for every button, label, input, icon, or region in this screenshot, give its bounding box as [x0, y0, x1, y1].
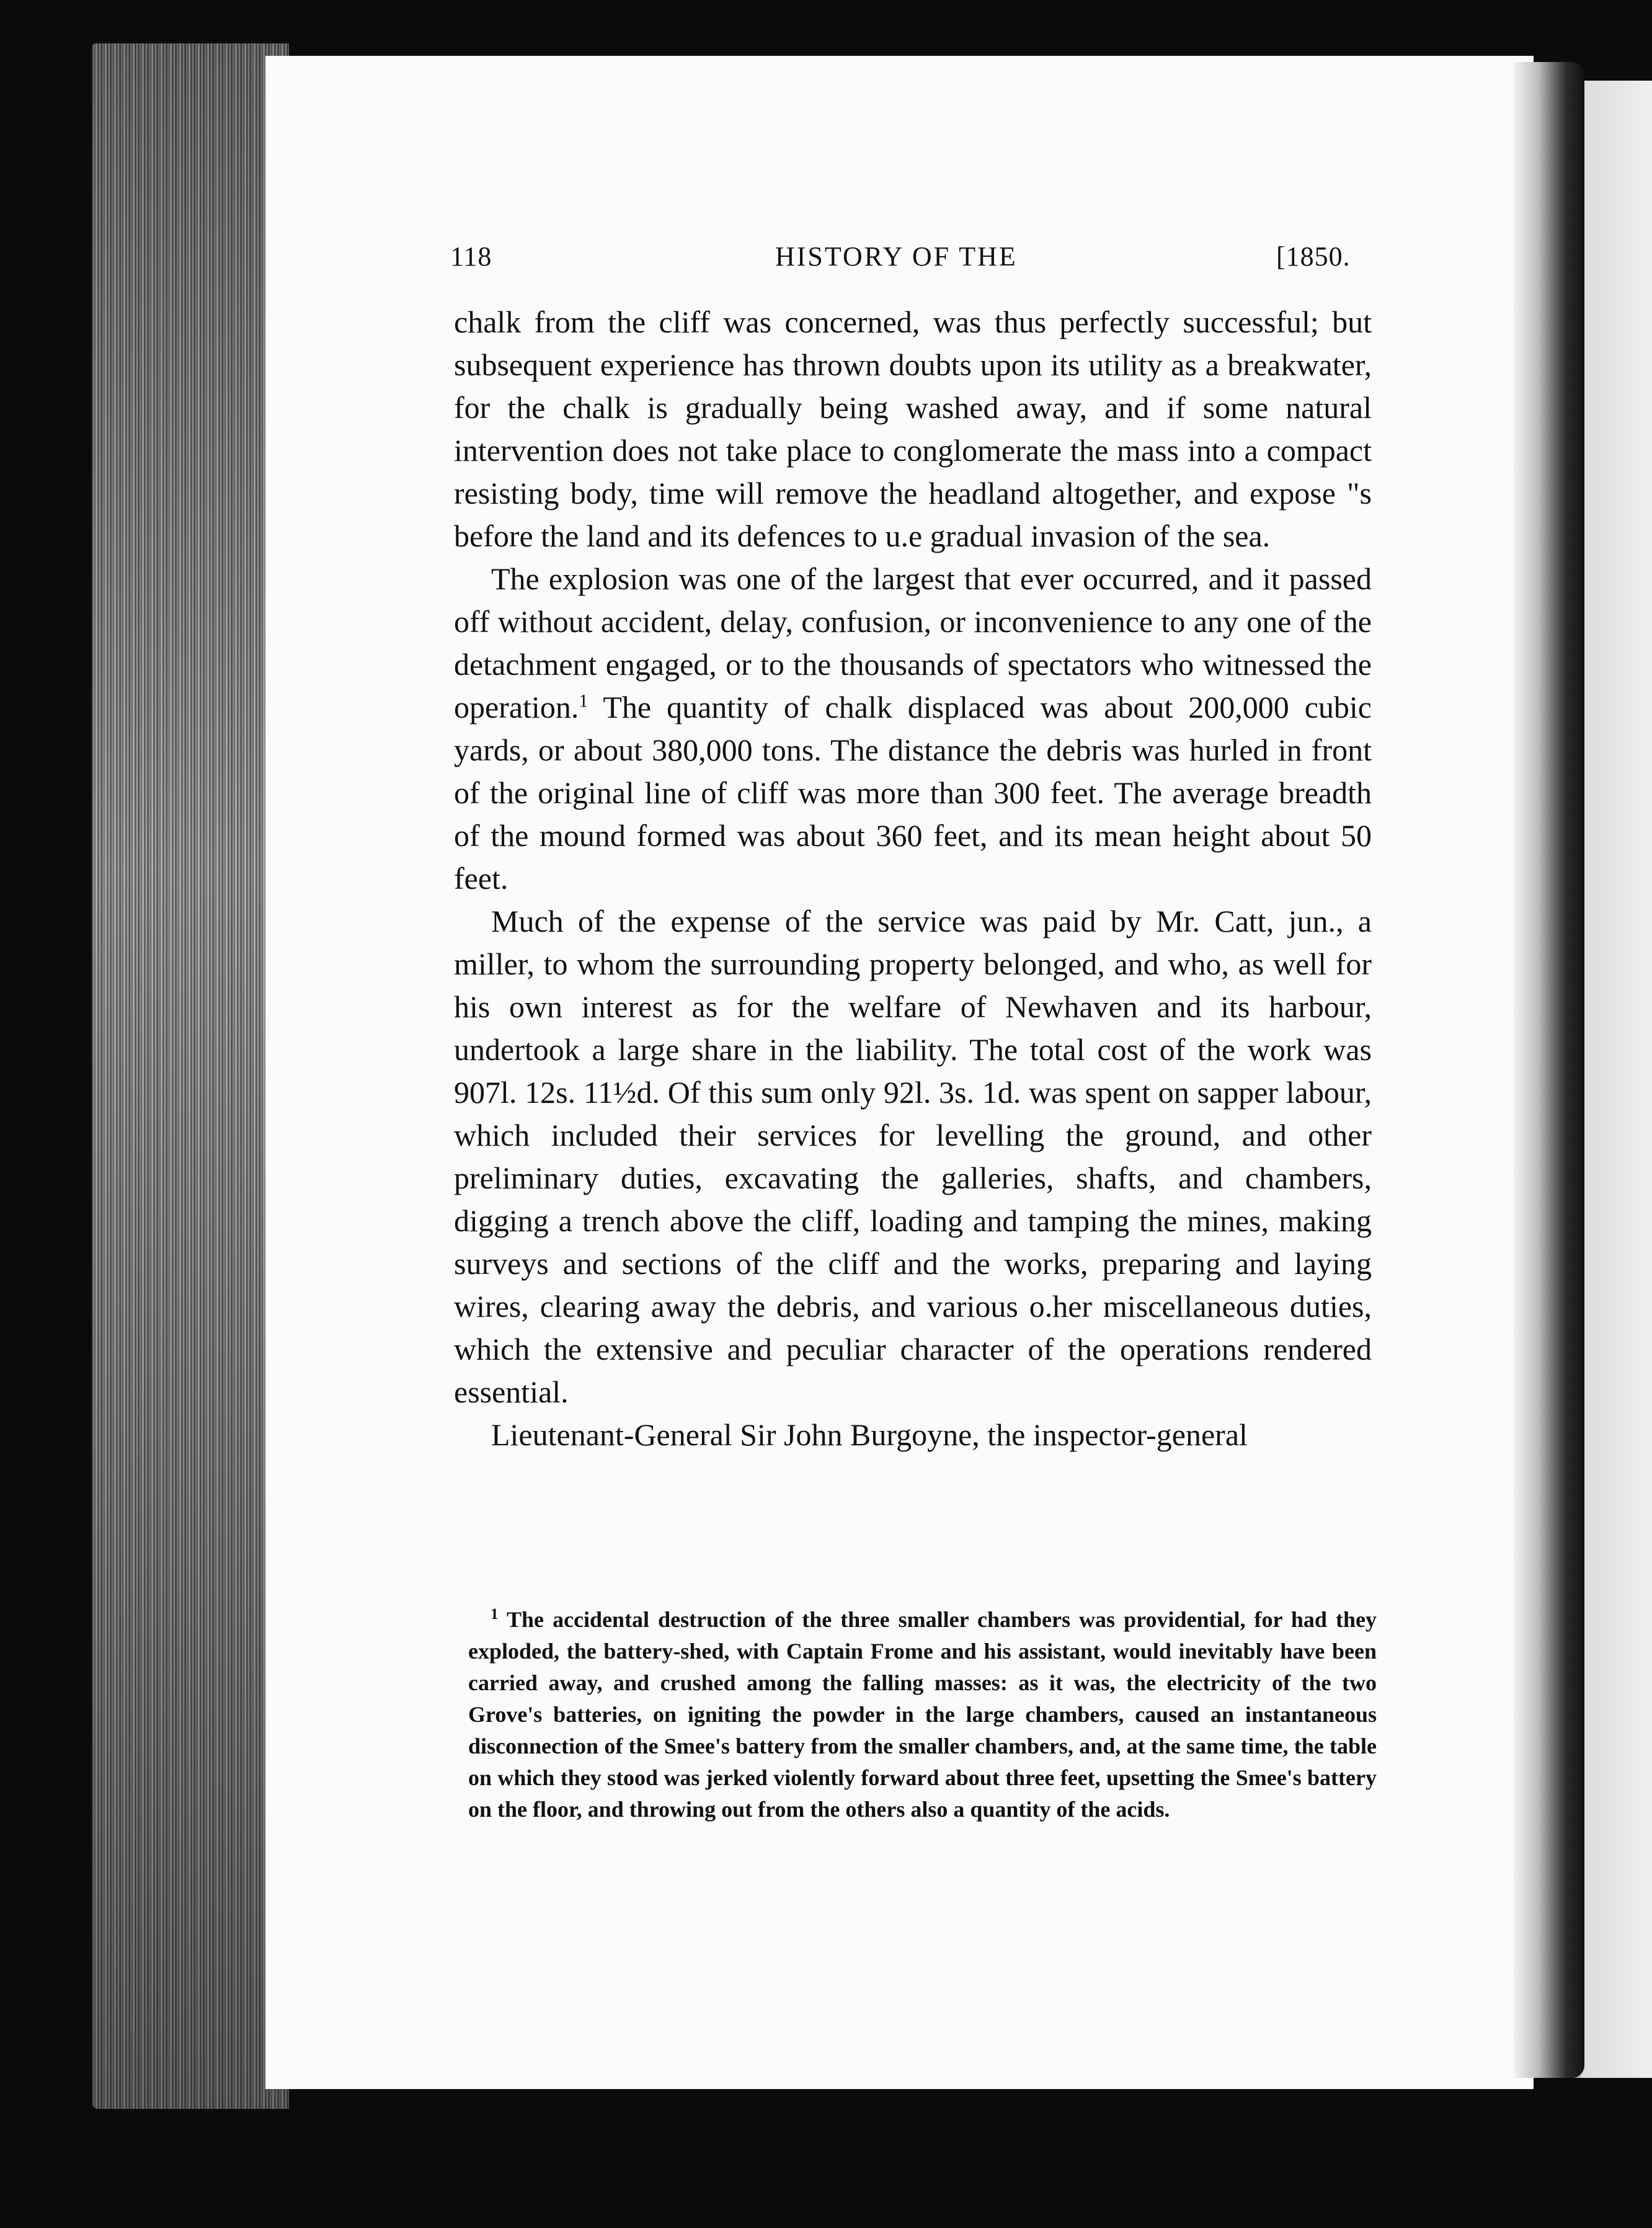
- paragraph: Much of the expense of the service was paid by Mr. Catt, jun., a miller, to whom the surrounding property belonged, and who, as well for his own interest as for the welfare of Newhaven and its harbour, undertook a large share in the liability. The total cost of the work was 907l. 12s. 11½d. Of this sum only 92l. 3s. 1d. was spent on sapper labour, which included their services for levelling the ground, and other preliminary duties, excavating the galleries, shafts, and chambers, digging a trench above the cliff, loading and tamping the mines, making surveys and sections of the cliff and the works, preparing and laying wires, clearing away the debris, and various o.her miscellaneous duties, which the extensive and peculiar character of the operations rendered essential.: [454, 904, 1372, 1409]
- paragraph: chalk from the cliff was concerned, was thus perfectly successful; but subsequent experience has thrown doubts upon its utility as a breakwater, for the chalk is gradually being washed away, and if some natural intervention does not take place to conglomerate the mass into a compact resisting body, time will remove the headland altogether, and expose "s before the land and its defences to u.e gradual invasion of the sea.: [454, 305, 1372, 553]
- footnote: [468, 1604, 1377, 1825]
- book-page-edges: [92, 43, 289, 2109]
- paragraph-text: The quantity of chalk displaced was about 200,000 cubic yards, or about 380,000 tons. The distance the debris was hurled in front of the original line of cliff was more than 300 feet. The average breadth of the mound formed was about 360 feet, and its mean height about 50 feet.: [454, 690, 1372, 896]
- paragraph: Lieutenant-General Sir John Burgoyne, the inspector-general: [491, 1417, 1248, 1452]
- running-title: HISTORY OF THE: [775, 241, 1018, 272]
- paragraph: [454, 558, 1372, 900]
- page-number: 118: [450, 241, 492, 272]
- paragraph-text: The explosion was one of the largest that ever occurred, and it passed off without accident, delay, confusion, or inconvenience to any one of the detachment engaged, or to the thousands of spectators who witnessed the operation.: [454, 561, 1372, 724]
- footnote-marker: 1: [491, 1606, 499, 1623]
- body-text: [454, 301, 1372, 1456]
- footnote-reference: 1: [579, 690, 588, 711]
- footnotes: [468, 1604, 1377, 1825]
- running-year: [1850.: [1276, 241, 1351, 272]
- book-gutter-shadow: [1513, 62, 1584, 2078]
- footnote-text: The accidental destruction of the three smaller chambers was providential, for had they exploded, the battery-shed, with Captain Frome and his assistant, would inevitably have been carried away, and crushed among the falling masses: as it was, the electricity of the two Grove's batteries, on igniting the powder in the large chambers, caused an instantaneous disconnection of the Smee's battery from the smaller chambers, and, at the same time, the table on which they stood was jerked violently forward about three feet, upsetting the Smee's battery on the floor, and throwing out from the others also a quantity of the acids.: [468, 1607, 1377, 1822]
